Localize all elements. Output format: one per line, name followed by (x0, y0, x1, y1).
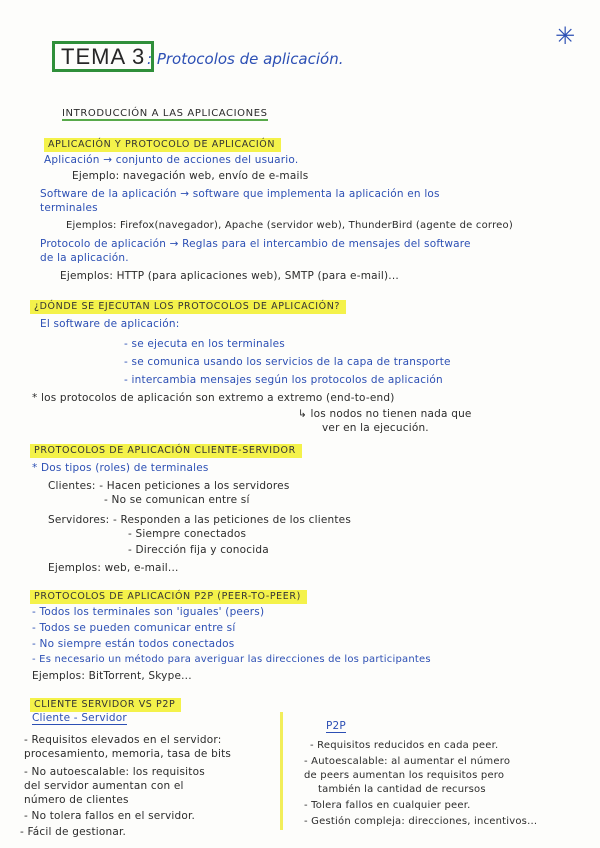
vs-right-line: también la cantidad de recursos (318, 784, 486, 795)
where-line: - intercambia mensajes según los protocolos de aplicación (124, 374, 443, 386)
cs-line: * Dos tipos (roles) de terminales (32, 462, 209, 474)
title-box (52, 44, 154, 70)
vs-right-line: - Gestión compleja: direcciones, incentivos... (304, 816, 538, 827)
section-heading-where (30, 294, 346, 313)
intro-line: Software de la aplicación → software que implementa la aplicación en los (40, 188, 440, 200)
vs-left-line: - No autoescalable: los requisitos (24, 766, 205, 778)
cs-line: - Siempre conectados (128, 528, 247, 540)
where-line: - se ejecuta en los terminales (124, 338, 285, 350)
cs-line: - Dirección fija y conocida (128, 544, 269, 556)
intro-line: Ejemplos: HTTP (para aplicaciones web), SMTP (para e-mail)... (60, 270, 399, 282)
vs-left-line: - Fácil de gestionar. (20, 826, 127, 838)
section-heading-p2p-text: PROTOCOLOS DE APLICACIÓN P2P (PEER-TO-PEER) (30, 590, 307, 604)
where-line: El software de aplicación: (40, 318, 180, 330)
vs-divider (280, 712, 283, 830)
where-line: ver en la ejecución. (322, 422, 429, 434)
intro-line: Ejemplo: navegación web, envío de e-mails (72, 170, 309, 182)
intro-line: Aplicación → conjunto de acciones del usuario. (44, 154, 299, 166)
vs-right-line: - Requisitos reducidos en cada peer. (310, 740, 499, 751)
intro-line: Ejemplos: Firefox(navegador), Apache (servidor web), ThunderBird (agente de correo) (66, 220, 513, 231)
tema-label: TEMA 3 (52, 41, 154, 72)
vs-left-line: número de clientes (24, 794, 129, 806)
p2p-line: Ejemplos: BitTorrent, Skype... (32, 670, 192, 682)
section-heading-intro: INTRODUCCIÓN A LAS APLICACIONES (62, 108, 268, 119)
cs-line: Ejemplos: web, e-mail... (48, 562, 179, 574)
intro-line: terminales (40, 202, 98, 214)
vs-right-title: P2P (326, 720, 346, 732)
section-heading-vs (30, 692, 181, 711)
section-heading-vs-text: CLIENTE SERVIDOR VS P2P (30, 698, 181, 712)
vs-left-line: del servidor aumentan con el (24, 780, 184, 792)
subheading-app (44, 132, 281, 151)
intro-line: Protocolo de aplicación → Reglas para el intercambio de mensajes del software (40, 238, 471, 250)
p2p-line: - Es necesario un método para averiguar las direcciones de los participantes (32, 654, 431, 665)
vs-right-line: - Autoescalable: al aumentar el número (304, 756, 511, 767)
star-icon: ✳ (555, 22, 576, 50)
p2p-line: - No siempre están todos conectados (32, 638, 235, 650)
cs-line: - No se comunican entre sí (104, 494, 250, 506)
section-heading-p2p (30, 584, 307, 603)
where-line: * los protocolos de aplicación son extremo a extremo (end-to-end) (32, 392, 395, 404)
vs-right-line: - Tolera fallos en cualquier peer. (304, 800, 471, 811)
section-heading-cs (30, 438, 302, 457)
subheading-app-text: APLICACIÓN Y PROTOCOLO DE APLICACIÓN (44, 138, 281, 152)
section-heading-where-text: ¿DÓNDE SE EJECUTAN LOS PROTOCOLOS DE APLICACIÓN? (30, 300, 346, 314)
where-line: - se comunica usando los servicios de la capa de transporte (124, 356, 451, 368)
p2p-line: - Todos los terminales son 'iguales' (peers) (32, 606, 265, 618)
vs-left-line: procesamiento, memoria, tasa de bits (24, 748, 232, 760)
page-title: : Protocolos de aplicación. (147, 50, 344, 68)
vs-right-line: de peers aumentan los requisitos pero (304, 770, 505, 781)
vs-left-line: - No tolera fallos en el servidor. (24, 810, 196, 822)
cs-line: Servidores: - Responden a las peticiones de los clientes (48, 514, 352, 526)
vs-left-title: Cliente - Servidor (32, 712, 127, 724)
intro-line: de la aplicación. (40, 252, 129, 264)
cs-line: Clientes: - Hacen peticiones a los servidores (48, 480, 290, 492)
section-heading-cs-text: PROTOCOLOS DE APLICACIÓN CLIENTE-SERVIDOR (30, 444, 302, 458)
p2p-line: - Todos se pueden comunicar entre sí (32, 622, 236, 634)
vs-left-line: - Requisitos elevados en el servidor: (24, 734, 222, 746)
where-line: ↳ los nodos no tienen nada que (298, 408, 472, 420)
